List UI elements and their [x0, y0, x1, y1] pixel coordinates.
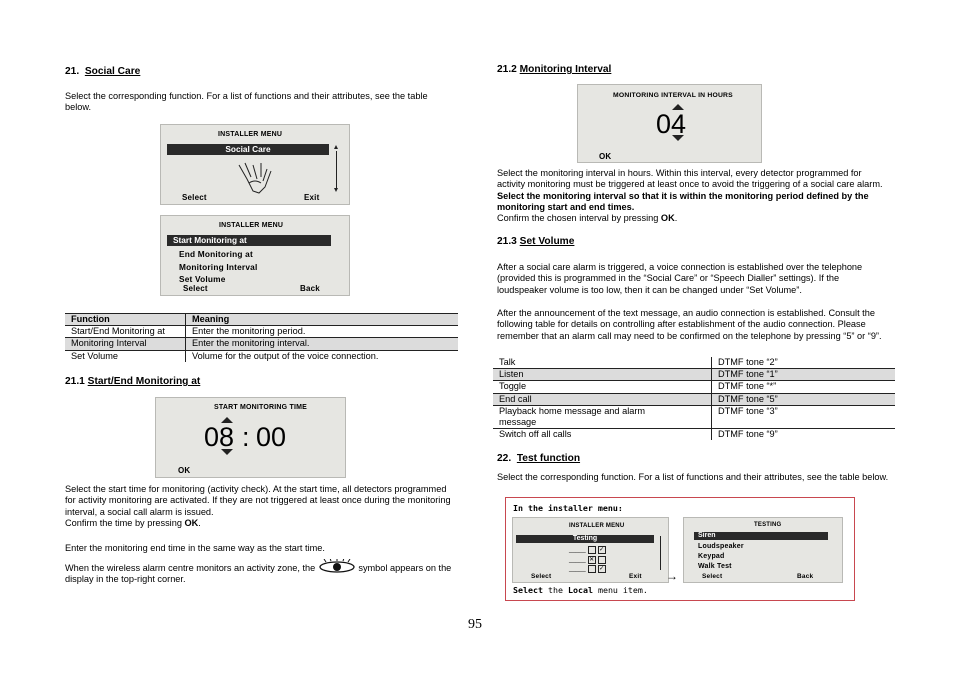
installer-menu-box — [505, 497, 855, 601]
table-header-meaning: Meaning — [192, 314, 230, 324]
checkbox-row: _____ ✕ — [569, 556, 606, 566]
table-row: End call DTMF tone “5” — [493, 393, 895, 405]
lcd-item-walk-test: Walk Test — [698, 563, 732, 570]
softkey-right: Back — [797, 573, 814, 580]
time-separator: : — [242, 422, 250, 452]
table-row: Listen DTMF tone “1” — [493, 369, 895, 381]
lcd-installer-menu — [160, 124, 350, 205]
audio-connection-text: After the announcement of the text message, an audio connection is established. Consult the following table for details on controlling after establishment of the audio connection. Please remember that an alarm call may need to be confirmed on the telephone by pressing “5” or “9”. — [497, 308, 882, 341]
lcd-selected-item: Testing — [516, 535, 654, 543]
lcd-header: INSTALLER MENU — [219, 222, 284, 229]
table-row: Start/End Monitoring at Enter the monitoring period. — [65, 326, 458, 338]
lcd-item-loudspeaker: Loudspeaker — [698, 543, 744, 550]
table-row: Toggle DTMF tone “*” — [493, 381, 895, 393]
time-hours: 08 — [204, 422, 235, 452]
section-21-intro: Select the corresponding function. For a list of functions and their attributes, see the table below. — [65, 91, 428, 113]
table-row: Set Volume Volume for the output of the voice connection. — [65, 350, 458, 362]
scroll-down-icon — [334, 188, 338, 192]
decrease-arrow-icon — [221, 449, 233, 455]
lcd-header: TESTING — [754, 522, 782, 528]
box-title: In the installer menu: — [513, 503, 623, 513]
table-header-row — [65, 314, 458, 326]
lcd-start-monitoring-time — [155, 397, 346, 478]
table-row: Playback home message and alarm message DTMF tone “3” — [493, 405, 895, 428]
lcd-selected-item: Social Care — [167, 144, 329, 155]
scrollbar — [660, 536, 661, 570]
lcd-header: INSTALLER MENU — [569, 523, 625, 529]
softkey-ok: OK — [178, 466, 191, 475]
lcd-social-care-menu — [160, 215, 350, 296]
table-row: Monitoring Interval Enter the monitoring interval. — [65, 338, 458, 350]
softkey-ok: OK — [599, 152, 612, 161]
table-header-function: Function — [65, 314, 186, 326]
checkbox-row: _____ ✓ — [569, 566, 605, 573]
decrease-arrow-icon — [672, 135, 684, 141]
lcd-header: MONITORING INTERVAL IN HOURS — [613, 92, 733, 99]
checkbox-rows — [569, 546, 606, 575]
eye-icon — [318, 559, 356, 571]
handshake-icon — [235, 161, 275, 197]
section-21-heading: 21. Social Care — [65, 66, 141, 77]
confirm-time-text: Confirm the time by pressing OK. — [65, 518, 201, 528]
lcd-header: INSTALLER MENU — [218, 131, 283, 138]
lcd-item-start-monitoring: Start Monitoring at — [167, 235, 331, 246]
lcd-header: START MONITORING TIME — [214, 404, 307, 411]
softkey-left: Select — [702, 573, 723, 580]
lcd-item-siren: Siren — [694, 532, 828, 540]
volume-description: After a social care alarm is triggered, a voice connection is established over the telephone (provided this is programmed in the “Social Care” or “Speech Dialler” settings). If the loudspeaker volume is too low, then it can be changed under “Set Volume”. — [497, 262, 863, 295]
softkey-right: Exit — [629, 573, 642, 580]
table-row: Switch off all calls DTMF tone “9” — [493, 429, 895, 441]
section-22-heading: 22. Test function — [497, 453, 581, 464]
lcd-item-monitoring-interval: Monitoring Interval — [179, 262, 258, 272]
start-time-description: Select the start time for monitoring (activity check). At the start time, all detectors programmed for activity monitoring are activated. If they are not triggered at least once during the monitoring interval, a social call alarm is issued. — [65, 484, 451, 517]
page-number: 95 — [468, 617, 482, 632]
scrollbar — [336, 151, 337, 189]
lcd-testing-menu — [683, 517, 843, 583]
section-21-2-heading: 21.2 Monitoring Interval — [497, 64, 612, 75]
lcd-installer-menu-testing — [512, 517, 669, 583]
section-21-1-heading: 21.1 Start/End Monitoring at — [65, 376, 201, 387]
interval-value: 04 — [656, 109, 687, 139]
lcd-monitoring-interval — [577, 84, 762, 163]
end-time-text: Enter the monitoring end time in the same way as the start time. — [65, 543, 325, 553]
activity-zone-text: When the wireless alarm centre monitors an activity zone, the symbol appears on the display in the top-right corner. — [65, 559, 463, 586]
time-minutes: 00 — [256, 422, 287, 452]
softkey-left: Select — [531, 573, 552, 580]
scroll-up-icon — [334, 145, 338, 149]
confirm-interval-text: Confirm the chosen interval by pressing OK. — [497, 213, 678, 223]
lcd-item-set-volume: Set Volume — [179, 274, 226, 284]
section-22-intro: Select the corresponding function. For a list of functions and their attributes, see the table below. — [497, 472, 889, 482]
lcd-item-keypad: Keypad — [698, 553, 725, 560]
arrow-right-icon: → — [666, 569, 678, 583]
lcd-item-end-monitoring: End Monitoring at — [179, 249, 253, 259]
dtmf-table — [493, 357, 895, 440]
box-footer: Select the Local menu item. — [513, 585, 648, 595]
softkey-left: Select — [183, 284, 208, 293]
softkey-left: Select — [182, 193, 207, 202]
softkey-right: Back — [300, 284, 320, 293]
checkbox-row: _____ ✓ — [569, 547, 605, 554]
softkey-right: Exit — [304, 193, 320, 202]
section-21-3-heading: 21.3 Set Volume — [497, 236, 575, 247]
function-table — [65, 313, 458, 362]
interval-description: Select the monitoring interval in hours. Within this interval, every detector programmed for activity monitoring must be triggered at least once to avoid the triggering of a social care alarm. Select the monitoring interval so that it is within the monitoring period defined by the monitoring start and end times. — [497, 168, 883, 213]
table-row: Talk DTMF tone “2” — [493, 357, 895, 369]
